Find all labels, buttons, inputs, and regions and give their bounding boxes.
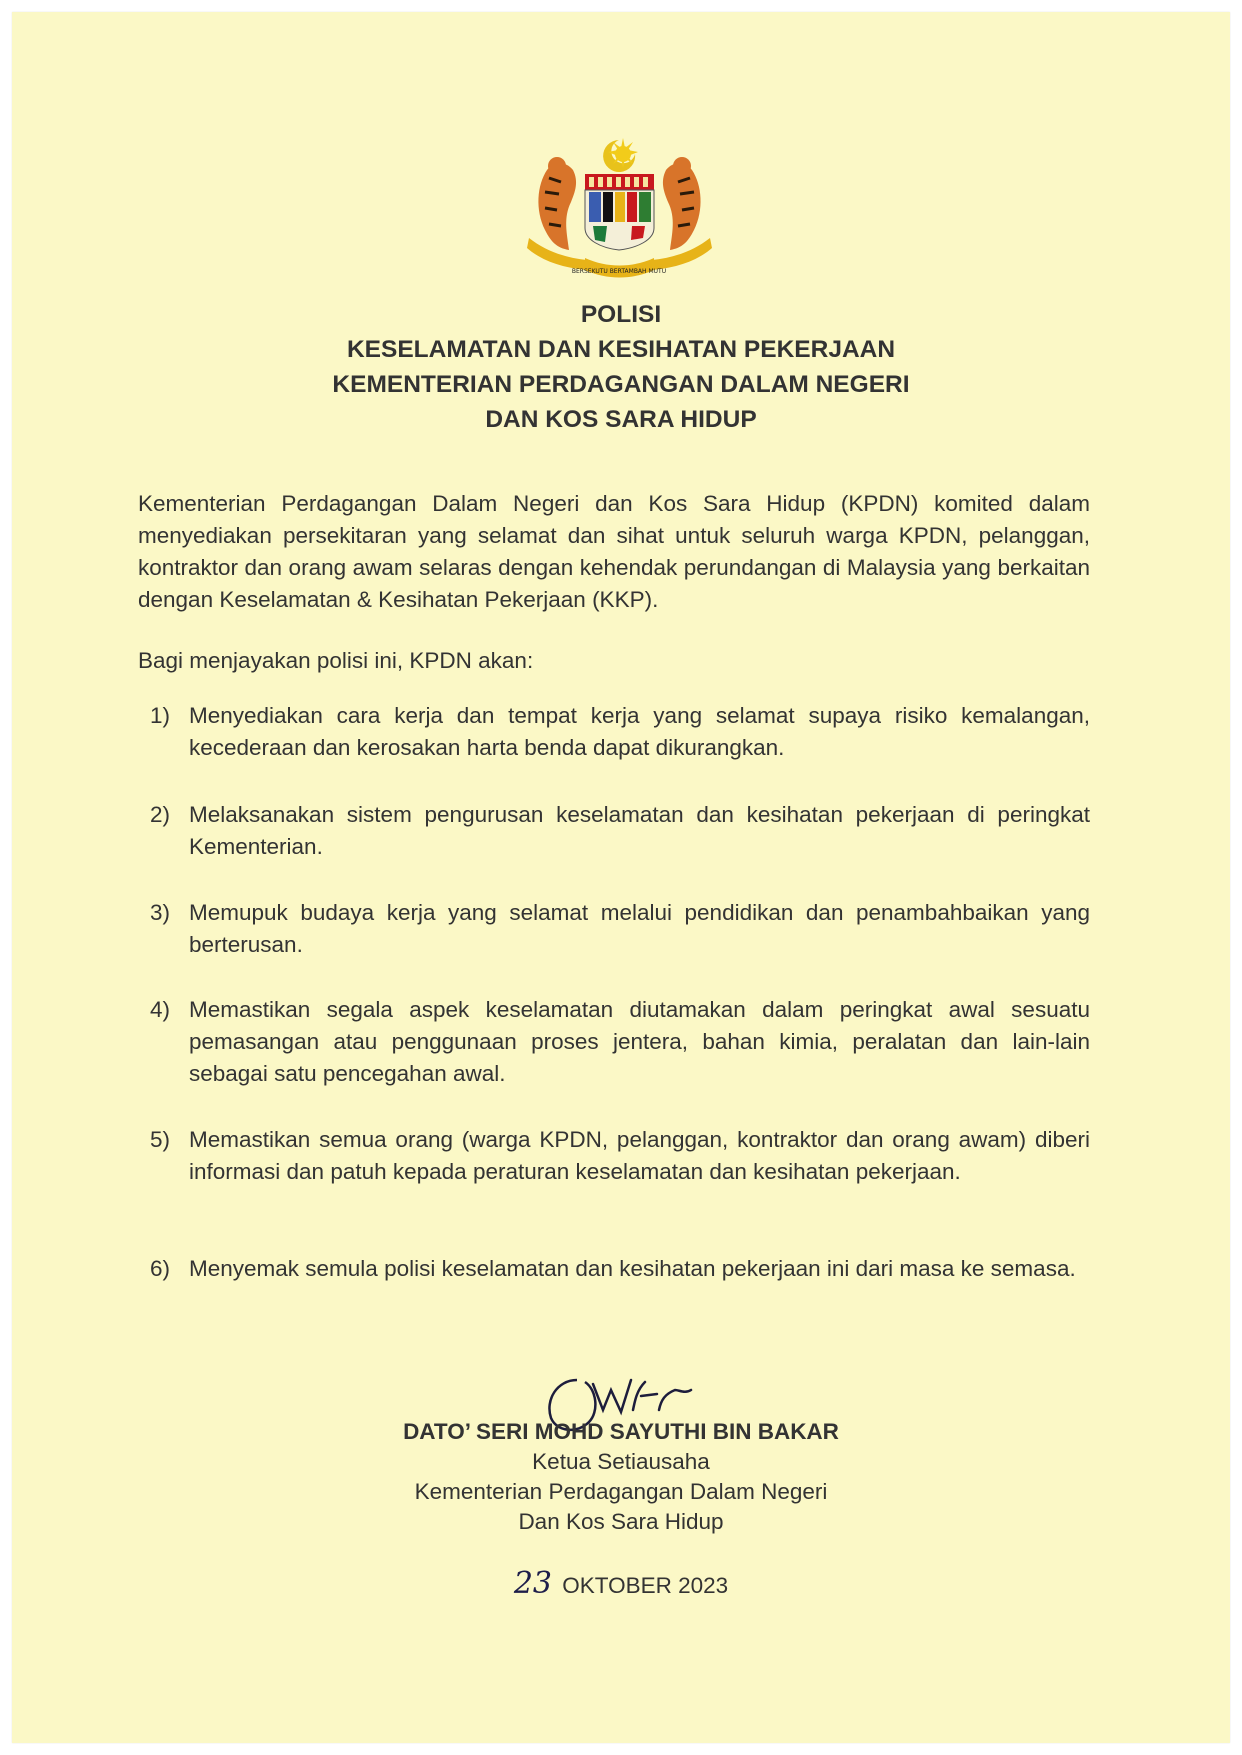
- list-item-number: 2): [150, 802, 171, 827]
- date-month-year: OKTOBER 2023: [562, 1573, 729, 1598]
- title-line-1: POLISI: [580, 301, 662, 328]
- list-item-text: Melaksanakan sistem pengurusan keselamatan dan kesihatan pekerjaan di peringkat Kementerian.: [189, 802, 1090, 859]
- coat-of-arms-logo: [527, 130, 712, 282]
- signatory-org-line-2: Dan Kos Sara Hidup: [518, 1509, 724, 1534]
- list-item-text: Memupuk budaya kerja yang selamat melalui pendidikan dan penambahbaikan yang berterusan.: [189, 900, 1090, 957]
- list-item: [138, 799, 1090, 863]
- list-item-text: Memastikan segala aspek keselamatan diutamakan dalam peringkat awal sesuatu pemasangan atau penggunaan proses jentera, bahan kimia, peralatan dan lain-lain sebagai satu pencegahan awal.: [189, 997, 1090, 1086]
- signatory-org-line-1: Kementerian Perdagangan Dalam Negeri: [414, 1479, 828, 1504]
- date-day-handwritten: 23: [513, 1566, 552, 1601]
- list-item-number: 3): [150, 900, 171, 925]
- list-item-text: Memastikan semua orang (warga KPDN, pelanggan, kontraktor dan orang awam) diberi informasi dan patuh kepada peraturan keselamatan dan kesihatan pekerjaan.: [189, 1127, 1090, 1184]
- list-item-number: 6): [150, 1256, 171, 1281]
- list-item-number: 4): [150, 997, 171, 1022]
- signatory-position: Ketua Setiausaha: [532, 1449, 710, 1474]
- title-line-4: DAN KOS SARA HIDUP: [485, 406, 757, 433]
- lead-sentence: Bagi menjayakan polisi ini, KPDN akan:: [138, 648, 534, 673]
- list-item: [138, 897, 1090, 961]
- list-item-text: Menyemak semula polisi keselamatan dan kesihatan pekerjaan ini dari masa ke semasa.: [189, 1256, 1076, 1281]
- intro-paragraph: Kementerian Perdagangan Dalam Negeri dan Kos Sara Hidup (KPDN) komited dalam menyediakan persekitaran yang selamat dan sihat untuk seluruh warga KPDN, pelanggan, kontraktor dan orang awam selaras dengan kehendak perundangan di Malaysia yang berkaitan dengan Keselamatan & Kesihatan Pekerjaan (KKP).: [138, 491, 1090, 612]
- list-item-number: 5): [150, 1127, 171, 1152]
- document-title: [12, 297, 1230, 437]
- title-line-2: KESELAMATAN DAN KESIHATAN PEKERJAAN: [346, 336, 896, 363]
- list-item: [138, 700, 1090, 764]
- document-page: [12, 12, 1230, 1743]
- signatory-block: [12, 1417, 1230, 1537]
- list-item-text: Menyediakan cara kerja dan tempat kerja yang selamat supaya risiko kemalangan, kecederaan dan kerosakan harta benda dapat dikurangkan.: [189, 703, 1090, 760]
- document-date: [12, 1566, 1230, 1601]
- crest-motto: BERSEKUTU BERTAMBAH MUTU: [571, 268, 667, 275]
- list-item: [138, 994, 1090, 1090]
- list-item-number: 1): [150, 703, 171, 728]
- list-item: [138, 1124, 1090, 1188]
- signatory-name: DATO’ SERI MOHD SAYUTHI BIN BAKAR: [403, 1419, 839, 1444]
- title-line-3: KEMENTERIAN PERDAGANGAN DALAM NEGERI: [332, 371, 910, 398]
- list-item: [138, 1253, 1090, 1285]
